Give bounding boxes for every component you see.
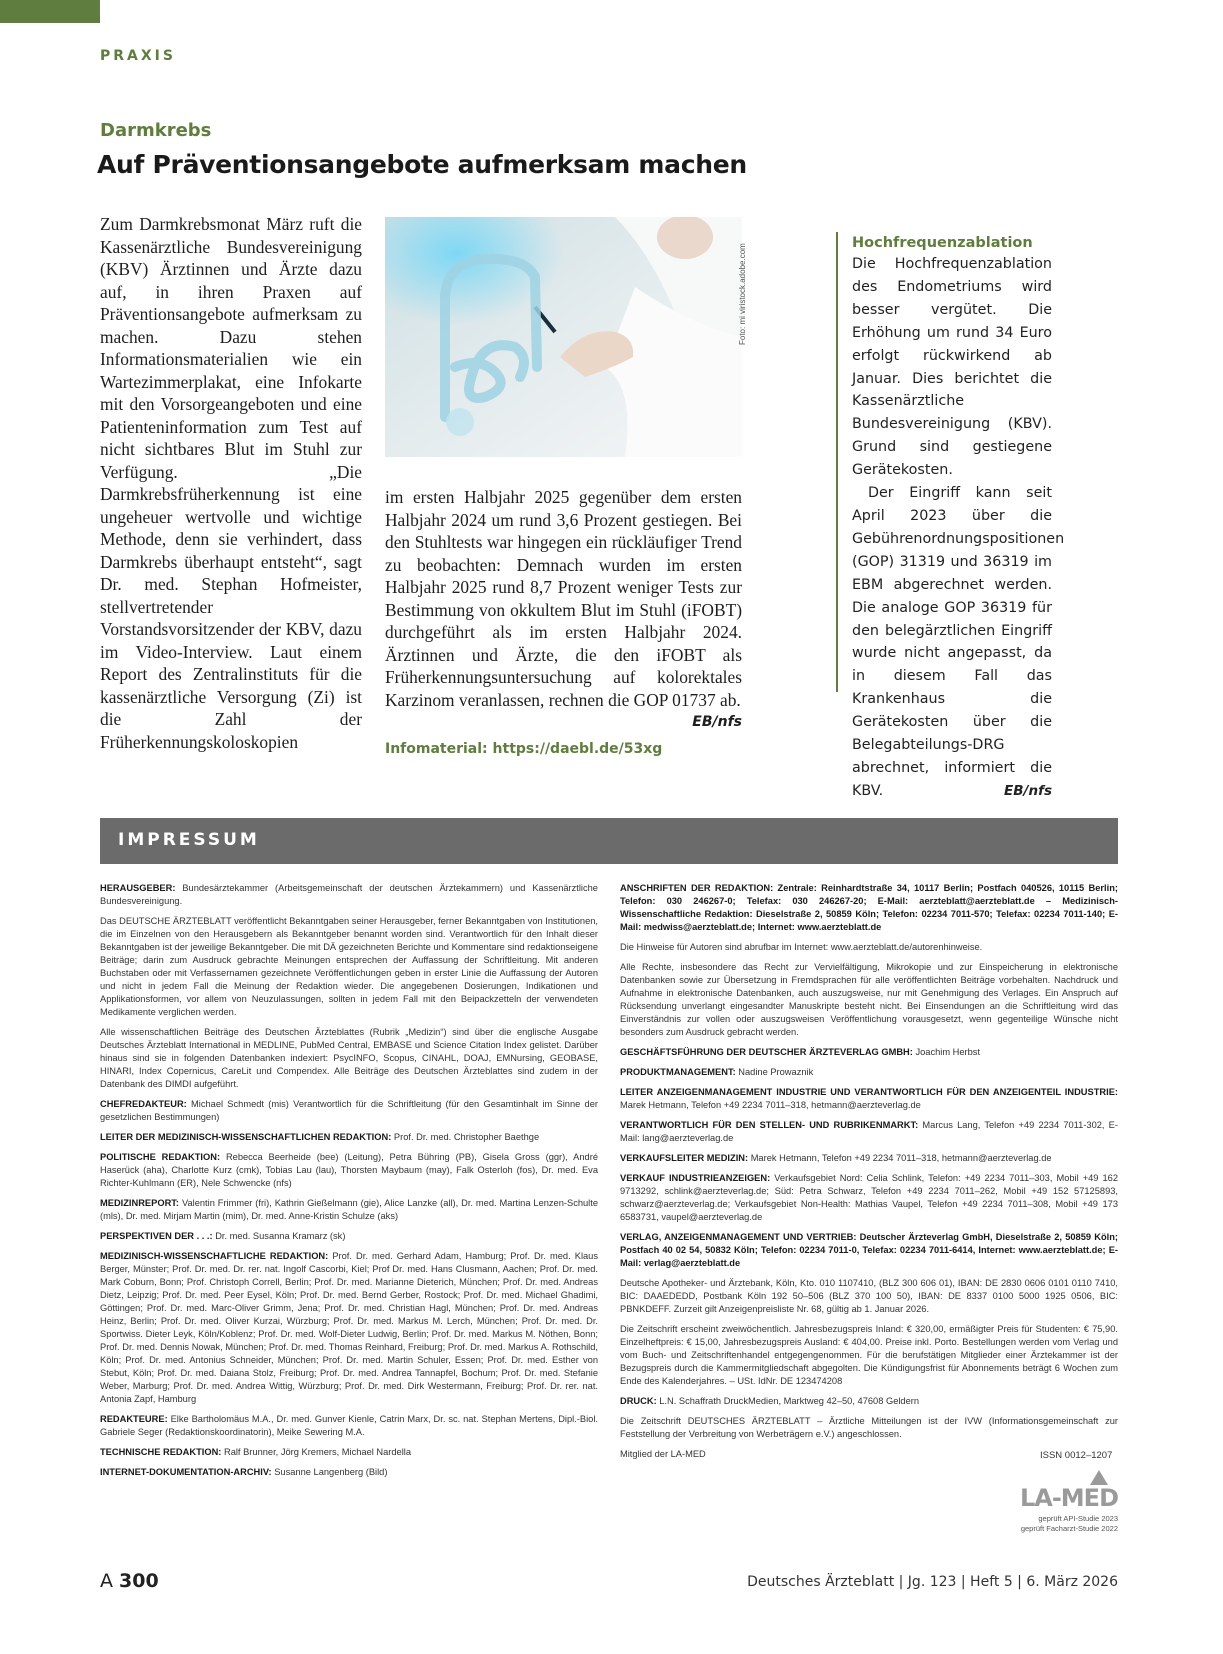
impressum-entry-heading: HERAUSGEBER:	[100, 883, 176, 893]
impressum-entry	[100, 1151, 598, 1190]
impressum-entry-text: Das DEUTSCHE ÄRZTEBLATT veröffentlicht Bekanntgaben seiner Herausgeber, ferner Bekanntgaben von Institutionen, die im Einzelnen von den Herausgebern als Bekanntgeber benannt worden sind. Verantwortlich für den Inhalt dieser Bekanntgaben ist der jeweilige Bekanntgeber. Die mit DÄ gezeichneten Berichte und Kommentare sind redaktionseigene Beiträge; darin zum Ausdruck gebrachte Meinungen entsprechen der Auffassung der Schriftleitung. Mit anderen Buchstaben oder mit Verfassernamen gezeichnete Veröffentlichungen geben in erster Linie die Auffassung der Autoren und nicht in jedem Fall die Meinung der Redaktion wieder. Die angegebenen Dosierungen, Indikationen und Applikationsformen, vor allem von Neuzulassungen, sollten in jedem Fall mit den Beipackzetteln der verwendeten Medikamente verglichen werden.	[100, 916, 598, 1017]
impressum-entry-heading: REDAKTEURE:	[100, 1414, 168, 1424]
sidebar-box	[836, 232, 1065, 799]
impressum-entry	[100, 1098, 598, 1124]
impressum-entry	[620, 882, 1118, 934]
impressum-entry	[100, 1250, 598, 1406]
impressum-entry	[620, 1231, 1118, 1270]
section-label: PRAXIS	[100, 48, 176, 64]
impressum-entry-heading: DRUCK:	[620, 1396, 657, 1406]
impressum-entry-text: Die Hinweise für Autoren sind abrufbar im Internet: www.aerzteblatt.de/autorenhinweise.	[620, 942, 983, 952]
impressum-title: IMPRESSUM	[118, 830, 260, 850]
article-headline: Auf Präventionsangebote aufmerksam machen	[97, 150, 747, 179]
impressum-entry-heading: MEDIZINISCH-WISSENSCHAFTLICHE REDAKTION:	[100, 1251, 329, 1261]
impressum-entry-text: Die Zeitschrift erscheint zweiwöchentlich. Jahresbezugspreis Inland: € 320,00, ermäßigter Preis für Studenten: € 75,90. Einzelheftpreis: € 15,00, Jahresbezugspreis Ausland: € 404,00. Preise inkl. Porto. Bestellungen werden vom Verlag und vom Buch- und Zeitschriftenhandel entgegengenommen. Für die berufstätigen Mitglieder einer Ärztekammer ist der Bezugspreis durch die Kammermitgliedschaft abgegolten. Die Kündigungsfrist für Abonnements beträgt 6 Wochen zum Ende des Kalenderjahres. – USt. IdNr. DE 123474208	[620, 1324, 1118, 1386]
impressum-entry	[100, 915, 598, 1019]
sidebar-paragraph-1: Die Hochfrequenzablation des Endometriums wird besser vergütet. Die Erhöhung um rund 34 Euro erfolgt rückwirkend ab Januar. Dies berichtet die Kassenärztliche Bundesvereinigung (KBV). Grund sind gestiegene Gerätekosten.	[852, 256, 1052, 479]
page-number	[100, 1570, 159, 1592]
impressum-right-column	[620, 882, 1118, 1468]
impressum-entry	[620, 1046, 1118, 1059]
impressum-entry	[620, 1172, 1118, 1224]
impressum-entry	[100, 1466, 598, 1479]
impressum-entry-heading: LEITER DER MEDIZINISCH-WISSENSCHAFTLICHEN REDAKTION:	[100, 1132, 392, 1142]
impressum-entry-text: Marek Hetmann, Telefon +49 2234 7011–318, hetmann@aerzteverlag.de	[750, 1153, 1052, 1163]
impressum-entry-heading: CHEFREDAKTEUR:	[100, 1099, 187, 1109]
impressum-entry-text: Susanne Langenberg (Bild)	[274, 1467, 388, 1477]
impressum-entry-text: Mitglied der LA-MED	[620, 1449, 706, 1459]
impressum-entry-text: Prof. Dr. med. Christopher Baethge	[393, 1132, 540, 1142]
impressum-entry-heading: ANSCHRIFTEN DER REDAKTION: Zentrale: Reinhardtstraße 34, 10117 Berlin; Postfach 040526, 10115 Berlin; Telefon: 030 246267-0; Telefax: 030 246267-20; E-Mail: aerzteblatt@aerzteblatt.de – Medizinisch-Wissenschaftliche Redaktion: Dieselstraße 2, 50859 Köln; Telefon: 02234 7011-570; Telefax: 02234 7011-140; E-Mail: medwiss@aerzteblatt.de; Internet: www.aerzteblatt.de	[620, 883, 1118, 932]
lamed-triangle-icon	[1090, 1470, 1108, 1485]
article-column-2	[385, 486, 742, 734]
sidebar-paragraph-2	[852, 482, 1065, 803]
impressum-entry	[100, 1413, 598, 1439]
article-photo	[385, 217, 742, 457]
impressum-entry-heading: TECHNISCHE REDAKTION:	[100, 1447, 222, 1457]
impressum-entry	[620, 1415, 1118, 1441]
impressum-entry	[100, 1131, 598, 1144]
impressum-entry	[620, 1086, 1118, 1112]
impressum-entry	[620, 941, 1118, 954]
impressum-header	[100, 818, 1118, 864]
impressum-entry-heading: LEITER ANZEIGENMANAGEMENT INDUSTRIE UND VERANTWORTLICH FÜR DEN ANZEIGENTEIL INDUSTRIE:	[620, 1087, 1118, 1097]
journal-info: Deutsches Ärzteblatt | Jg. 123 | Heft 5 | 6. März 2026	[747, 1574, 1118, 1590]
impressum-entry	[620, 1395, 1118, 1408]
impressum-entry-text: Nadine Prowaznik	[738, 1067, 814, 1077]
impressum-entry-heading: POLITISCHE REDAKTION:	[100, 1152, 221, 1162]
issn: ISSN 0012–1207	[1040, 1450, 1113, 1461]
infomaterial-link[interactable]: Infomaterial: https://daebl.de/53xg	[385, 741, 663, 757]
lamed-study-2: geprüft Facharzt-Studie 2022	[1020, 1524, 1118, 1533]
impressum-entry-text: Verkaufsgebiet Nord: Celia Schlink, Telefon: +49 2234 7011–303, Mobil +49 162 9713292, schlink@aerzteverlag.de; Süd: Petra Schwarz, Telefon +49 2234 7011–262, Mobil +49 152 57125893, schwarz@aerzteverlag.de; Verkaufsgebiet Non-Health: Mathias Vaupel, Telefon +49 2234 7011–308, Mobil +49 173 6583731, vaupel@aerzteverlag.de	[620, 1173, 1118, 1222]
article-column-2-text: im ersten Halbjahr 2025 gegenüber dem ersten Halbjahr 2024 um rund 3,6 Prozent gestiegen. Bei den Stuhltests war hingegen ein rückläufiger Trend zu beobachten: Demnach wurden im ersten Halbjahr 2025 rund 8,7 Prozent weniger Tests zur Bestimmung von okkultem Blut im Stuhl (iFOBT) durchgeführt als im ersten Halbjahr 2024. Ärztinnen und Ärzte, die den iFOBT als Früherkennungsuntersuchung auf kolorektales Karzinom veranlassen, rechnen die GOP 01737 ab.	[385, 487, 742, 710]
impressum-entry-text: Prof. Dr. med. Gerhard Adam, Hamburg; Prof. Dr. med. Klaus Berger, Münster; Prof. Dr. med. Dr. rer. nat. Ingolf Cascorbi, Kiel; Prof Dr. med. Hans Clusmann, Aachen; Prof. Dr. med. Mark Coburn, Bonn; Prof. Christoph Correll, Berlin; Prof. Dr. med. Marianne Dieterich, München; Prof. Dr. med. Andreas Dietz, Leipzig; Prof. Dr. med. Peer Eysel, Köln; Prof. Dr. med. Bernd Gerber, Rostock; Prof. Dr. med. Michael Ghadimi, Göttingen; Prof. Dr. med. Marc-Oliver Grimm, Jena; Prof. Dr. med. Christian Hagl, München; Prof. Dr. med. Andreas Heinz, Berlin; Prof. Dr. med. Oliver Kurzai, Würzburg; Prof. Dr. med. Markus M. Lerch, München; Prof. Dr. med. Dr. Sportwiss. Dieter Leyk, Köln/Koblenz; Prof. Dr. med. Wolf-Dieter Ludwig, Berlin; Prof. Dr. med. Markus M. Nöthen, Bonn; Prof. Dr. med. Dennis Nowak, München; Prof. Dr. med. Thomas Reinhard, Freiburg; Prof. Dr. med. Markus A. Rothschild, Köln; Prof. Dr. med. Antonius Schneider, München; Prof. Dr. med. Martin Schuler, Essen; Prof. Dr. med. Esther von Stebut, Köln; Prof. Dr. med. Daiana Stolz, Freiburg; Prof. Dr. med. Andrea Tannapfel, Bochum; Prof. Dr. med. Stefanie Weber, Marburg; Prof. Dr. med. Andrea Wittig, Würzburg; Prof. Dr. med. Dirk Westermann, Freiburg; Prof. Dr. rer. nat. Antonia Zapf, Hamburg	[100, 1251, 599, 1404]
impressum-entry-text: Joachim Herbst	[915, 1047, 981, 1057]
impressum-entry	[620, 961, 1118, 1039]
article-byline: EB/nfs	[692, 714, 742, 730]
photo-credit: Foto: mi viristock.adobe.com	[738, 243, 747, 345]
sidebar-paragraph-2-text: Der Eingriff kann seit April 2023 über die Gebührenordnungspositionen (GOP) 31319 und 36319 im EBM abgerechnet werden. Die analoge GOP 36319 für den belegärztlichen Eingriff wurde nicht angepasst, da in diesem Fall das Krankenhaus die Gerätekosten über die Belegabteilungs-DRG abrechnet, informiert die KBV.	[852, 485, 1065, 799]
impressum-entry-text: Rebecca Beerheide (bee) (Leitung), Petra Bühring (PB), Gisela Gross (ggr), André Haserück (aha), Charlotte Kurz (cmk), Tobias Lau (lau), Thorsten Maybaum (may), Falk Osterloh (fos), Dr. med. Eva Richter-Kuhlmann (ER), Nele Schwencke (nfs)	[100, 1152, 598, 1188]
impressum-entry-text: Bundesärztekammer (Arbeitsgemeinschaft der deutschen Ärztekammern) und Kassenärztliche Bundesvereinigung.	[100, 883, 598, 906]
impressum-entry-text: Deutsche Apotheker- und Ärztebank, Köln, Kto. 010 1107410, (BLZ 300 606 01), IBAN: DE 2830 0606 0101 0110 7410, BIC: DAAEDEDD, Postbank Köln 192 50–506 (BLZ 370 100 50), IBAN: DE 8337 0100 5000 1925 0506, BIC: PBNKDEFF. Zurzeit gilt Anzeigenpreisliste Nr. 68, gültig ab 1. Januar 2026.	[620, 1278, 1118, 1314]
impressum-entry-text: L.N. Schaffrath DruckMedien, Marktweg 42–50, 47608 Geldern	[659, 1396, 920, 1406]
impressum-entry	[100, 882, 598, 908]
impressum-entry	[100, 1230, 598, 1243]
impressum-entry	[100, 1446, 598, 1459]
sidebar-title: Hochfrequenzablation	[852, 235, 1033, 251]
impressum-entry	[620, 1152, 1118, 1165]
page-number-value: 300	[119, 1570, 159, 1592]
impressum-entry-heading: VERKAUF INDUSTRIEANZEIGEN:	[620, 1173, 771, 1183]
impressum-left-column	[100, 882, 598, 1486]
impressum-entry	[620, 1119, 1118, 1145]
impressum-entry	[620, 1323, 1118, 1388]
impressum-entry	[100, 1026, 598, 1091]
impressum-entry-text: Elke Bartholomäus M.A., Dr. med. Gunver Kienle, Catrin Marx, Dr. sc. nat. Stephan Mertens, Dipl.-Biol. Gabriele Seger (Redaktionskoordinatorin), Meike Sewering M.A.	[100, 1414, 598, 1437]
page-prefix: A	[100, 1570, 113, 1592]
article-column-1: Zum Darmkrebsmonat März ruft die Kassenärztliche Bundesvereinigung (KBV) Ärztinnen und Ärzte dazu auf, in ihren Praxen auf Präventionsangebote aufmerksam zu machen. Dazu stehen Informationsmaterialien wie ein Wartezimmerplakat, eine Infokarte mit den Vorsorgeangeboten und eine Patienteninformation zum Test auf nicht sichtbares Blut im Stuhl zur Verfügung. „Die Darmkrebsfrüherkennung ist eine ungeheuer wertvolle und wichtige Methode, denn sie verhindert, dass Darmkrebs überhaupt entsteht“, sagt Dr. med. Stephan Hofmeister, stellvertretender Vorstandsvorsitzender der KBV, dazu im Video-Interview. Laut einem Report des Zentralinstituts für die kassenärztliche Versorgung (Zi) ist die Zahl der Früherkennungskoloskopien	[100, 214, 362, 752]
lamed-logo-text: LA-MED	[1019, 1484, 1118, 1512]
impressum-entry-text: Alle wissenschaftlichen Beiträge des Deutschen Ärzteblattes (Rubrik „Medizin“) sind über die englische Ausgabe Deutsches Ärzteblatt International in MEDLINE, PubMed Central, EMBASE und Science Citation Index gelistet. Darüber hinaus sind sie in folgenden Datenbanken indexiert: PsycINFO, Scopus, CINAHL, DOAJ, EMNursing, GEOBASE, HINARI, Index Copernicus, CareLit und Compendex. Alle Beiträge des Deutschen Ärzteblattes sind zudem in der Datenbank des DIMDI aufgeführt.	[100, 1027, 598, 1089]
impressum-entry-heading: PRODUKTMANAGEMENT:	[620, 1067, 736, 1077]
impressum-entry-text: Ralf Brunner, Jörg Kremers, Michael Nardella	[223, 1447, 412, 1457]
impressum-entry	[100, 1197, 598, 1223]
impressum-entry-heading: VERLAG, ANZEIGENMANAGEMENT UND VERTRIEB: Deutscher Ärzteverlag GmbH, Dieselstraße 2, 50859 Köln; Postfach 40 02 54, 50832 Köln; Telefon: 02234 7011-0, Telefax: 02234 7011-6414, Internet: www.aerzteblatt.de; E-Mail: verlag@aerzteblatt.de	[620, 1232, 1118, 1268]
article-kicker: Darmkrebs	[100, 120, 212, 141]
impressum-entry-text: Alle Rechte, insbesondere das Recht zur Vervielfältigung, Mikrokopie und zur Einspeicherung in elektronische Datenbanken sowie zur Übersetzung in Fremdsprachen für alle veröffentlichten Beiträge vorbehalten. Nachdruck und Aufnahme in elektronische Datenbanken, auch auszugsweise, nur mit Genehmigung des Verlages. Ein Anspruch auf Rücksendung unverlangt eingesandter Manuskripte besteht nicht. Bei Einsendungen an die Schriftleitung wird das Einverständnis zur vollen oder auszugsweisen Veröffentlichung vorausgesetzt, wenn gegenteilige Wünsche nicht besonders zum Ausdruck gebracht werden.	[620, 962, 1118, 1037]
lamed-study-1: geprüft API-Studie 2023	[1038, 1514, 1118, 1523]
impressum-entry-text: Dr. med. Susanna Kramarz (sk)	[215, 1231, 346, 1241]
impressum-entry-heading: GESCHÄFTSFÜHRUNG DER DEUTSCHER ÄRZTEVERLAG GMBH:	[620, 1047, 913, 1057]
impressum-entry-text: Valentin Frimmer (fri), Kathrin Gießelmann (gie), Alice Lanzke (all), Dr. med. Martina Lenzen-Schulte (mls), Dr. med. Mirjam Martin (mim), Dr. med. Anne-Kristin Schulze (aks)	[100, 1198, 599, 1221]
impressum-entry-text: Michael Schmedt (mis) Verantwortlich für die Schriftleitung (für den Gesamtinhalt im Sinne der gesetzlichen Bestimmungen)	[100, 1099, 598, 1122]
impressum-entry-heading: PERSPEKTIVEN DER . . .:	[100, 1231, 213, 1241]
impressum-entry-text: Marcus Lang, Telefon +49 2234 7011-302, E-Mail: lang@aerzteverlag.de	[620, 1120, 1118, 1143]
impressum-entry-text: Marek Hetmann, Telefon +49 2234 7011–318, hetmann@aerzteverlag.de	[620, 1100, 921, 1110]
impressum-entry	[620, 1277, 1118, 1316]
impressum-entry	[620, 1066, 1118, 1079]
impressum-entry-heading: VERANTWORTLICH FÜR DEN STELLEN- UND RUBRIKENMARKT:	[620, 1120, 919, 1130]
impressum-entry-heading: VERKAUFSLEITER MEDIZIN:	[620, 1153, 749, 1163]
lamed-logo	[1014, 1470, 1118, 1538]
impressum-entry-heading: INTERNET-DOKUMENTATION-ARCHIV:	[100, 1467, 272, 1477]
section-color-tab	[0, 0, 100, 23]
impressum-entry-text: Die Zeitschrift DEUTSCHES ÄRZTEBLATT – Ärztliche Mitteilungen ist der IVW (Informationsgemeinschaft zur Feststellung der Verbreitung von Werbeträgern e.V.) angeschlossen.	[620, 1416, 1118, 1439]
impressum-entry-heading: MEDIZINREPORT:	[100, 1198, 180, 1208]
sidebar-byline: EB/nfs	[1004, 782, 1052, 799]
